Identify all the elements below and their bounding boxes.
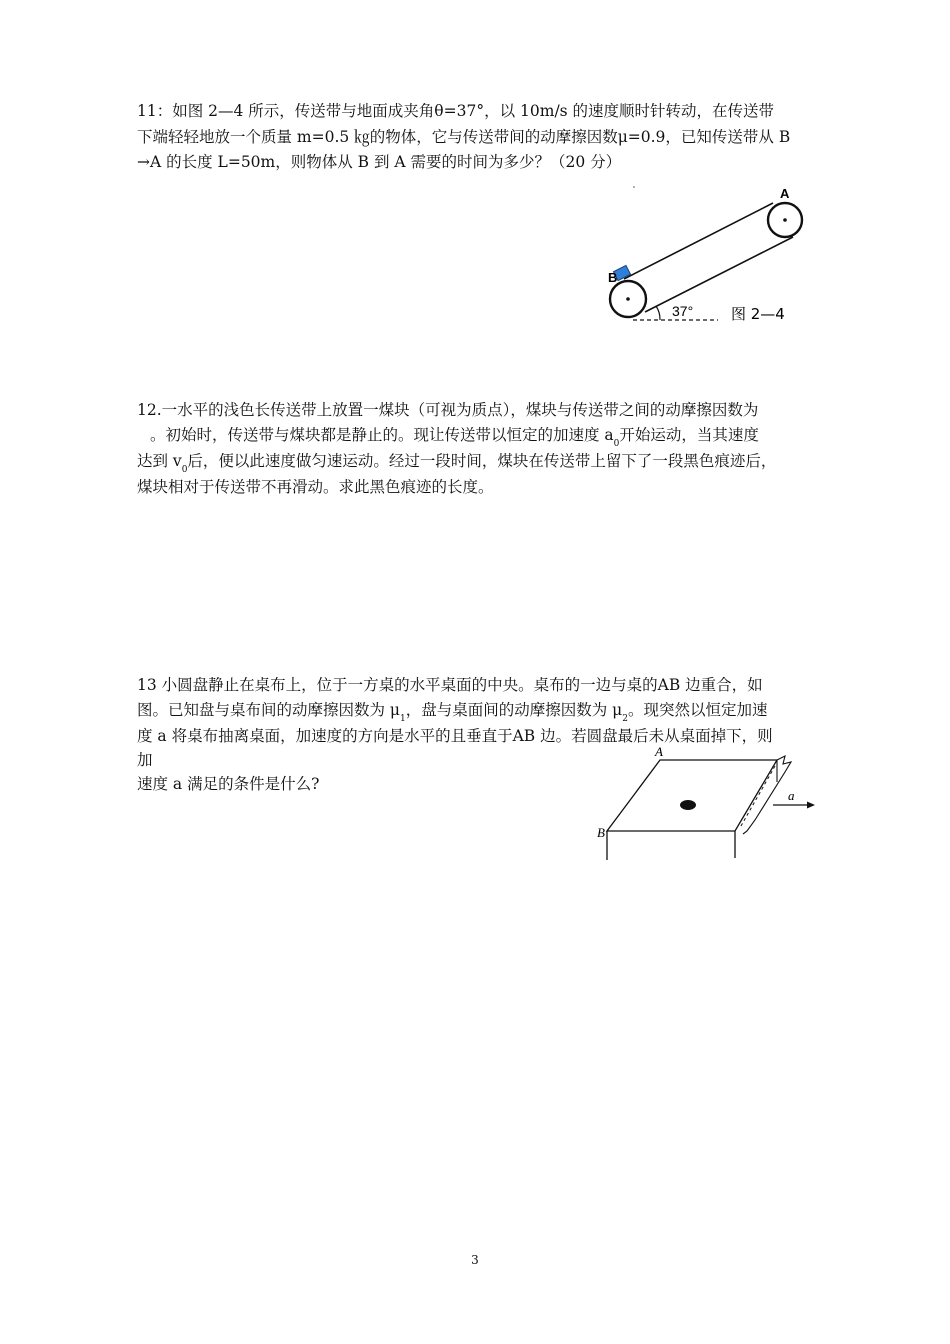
subscript-v0: 0	[181, 465, 188, 475]
page-number: 3	[471, 1253, 479, 1267]
problem-13-line-2-text-a: 图。已知盘与桌布间的动摩擦因数为 μ	[137, 701, 401, 719]
label-a-table: A	[655, 744, 663, 759]
problem-13-line-2-text-c: 。现突然以恒定加速	[628, 701, 768, 719]
problem-12-line-1: 12.一水平的浅色长传送带上放置一煤块（可视为质点），煤块与传送带之间的动摩擦因数为	[137, 401, 759, 419]
subscript-mu2: 2	[622, 714, 628, 724]
problem-13-line-3: 度 a 将桌布抽离桌面，加速度的方向是水平的且垂直于AB 边。若圆盘最后未从桌面掉下，则	[137, 727, 773, 745]
arrow-right-icon	[807, 802, 815, 809]
problem-13-line-2	[137, 700, 768, 723]
label-b-table: B	[597, 825, 605, 840]
problem-11-line-2: 下端轻轻地放一个质量 m=0.5 ㎏的物体，它与传送带间的动摩擦因数μ=0.9，已知传送带从 B	[137, 128, 791, 146]
tablecloth-figure	[595, 742, 825, 867]
problem-11-line-3: →A 的长度 L=50m，则物体从 B 到 A 需要的时间为多少？（20 分）	[137, 153, 622, 171]
problem-12-line-2	[150, 425, 759, 448]
problem-13-line-4: 加	[137, 751, 153, 769]
problem-13-line-5: 速度 a 满足的条件是什么?	[137, 775, 320, 793]
problem-12-line-3	[137, 451, 776, 474]
label-b: B	[608, 270, 618, 285]
problem-12-line-3-text-b: 后，便以此速度做匀速运动。经过一段时间，煤块在传送带上留下了一段黑色痕迹后，	[187, 452, 777, 470]
problem-13-line-1: 13 小圆盘静止在桌布上，位于一方桌的水平桌面的中央。桌布的一边与桌的AB 边重合，如	[137, 676, 763, 694]
label-accel: a	[788, 788, 795, 803]
problem-12-line-2-text-b: 开始运动，当其速度	[619, 426, 759, 444]
problem-13-line-2-text-b: ，盘与桌面间的动摩擦因数为 μ	[405, 701, 623, 719]
subscript-a0: 0	[613, 439, 620, 449]
subscript-mu1: 1	[400, 714, 406, 724]
label-a: A	[780, 186, 790, 201]
problem-12-line-2-text-a: 。初始时，传送带与煤块都是静止的。现让传送带以恒定的加速度 a	[150, 426, 614, 444]
disc	[680, 800, 696, 810]
problem-11-line-1: 11：如图 2—4 所示，传送带与地面成夹角θ=37°，以 10m/s 的速度顺时针转动，在传送带	[137, 102, 775, 120]
figure-caption: 图 2—4	[731, 305, 785, 323]
problem-12-line-4: 煤块相对于传送带不再滑动。求此黑色痕迹的长度。	[137, 478, 494, 496]
problem-12-line-3-text-a: 达到 v	[137, 452, 182, 470]
conveyor-belt-figure	[600, 182, 810, 327]
angle-label: 37°	[672, 303, 694, 319]
